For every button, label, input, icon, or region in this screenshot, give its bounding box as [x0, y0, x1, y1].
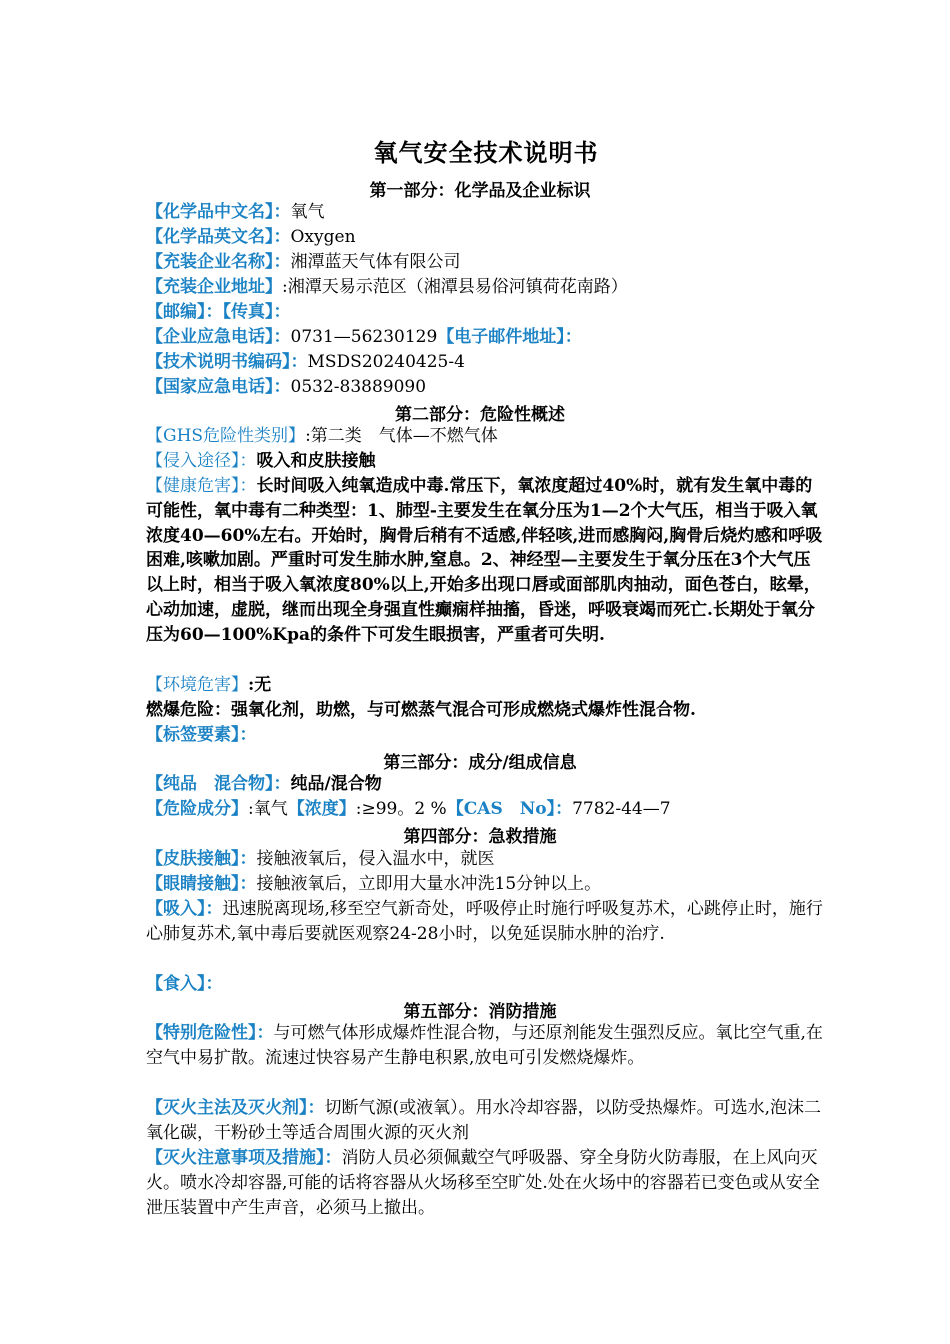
- health-paragraph: [146, 474, 826, 648]
- eye-label: 【眼睛接触】：: [146, 874, 257, 894]
- address-row: [146, 275, 826, 300]
- company-label: 【充装企业名称】：: [146, 252, 291, 272]
- cn-name-row: [146, 200, 826, 225]
- pure-value: 纯品/混合物: [290, 774, 382, 794]
- part1-heading: 第一部分：化学品及企业标识: [369, 181, 591, 201]
- notes-paragraph: [146, 1146, 826, 1220]
- part5-heading: 第五部分：消防措施: [403, 1002, 557, 1022]
- health-value: 长时间吸入纯氧造成中毒.常压下，氧浓度超过40%时，就有发生氧中毒的可能性，氧中毒有二种类型：1、肺型-主要发生在氧分压为1—2个大气压，相当于吸入氧浓度40—60%左右。开始时，胸骨后稍有不适感,伴轻咳,进而感胸闷,胸骨后烧灼感和呼吸困难,咳嗽加剧。严重时可发生肺水肿,窒息。2、神经型—主要发生于氧分压在3个大气压以上时，相当于吸入氧浓度80%以上,开始多出现口唇或面部肌肉抽动，面色苍白，眩晕，心动加速，虚脱，继而出现全身强直性癫痫样抽搐，昏迷，呼吸衰竭而死亡.长期处于氧分压为60—100%Kpa的条件下可发生眼损害，严重者可失明.: [146, 476, 823, 645]
- health-label: 【健康危害】：: [146, 476, 257, 496]
- method-label: 【灭火主法及灭火剂】：: [146, 1098, 325, 1118]
- cn-name-label: 【化学品中文名】：: [146, 202, 291, 222]
- route-row: [146, 449, 826, 474]
- ingest-label: 【食入】：: [146, 974, 223, 994]
- env-label: 【环境危害】: [146, 675, 248, 695]
- email-label: 【电子邮件地址】：: [437, 327, 582, 347]
- conc-label: 【浓度】: [287, 799, 356, 819]
- fire-hazard: 燃爆危险：强氧化剂，助燃，与可燃蒸气混合可形成燃烧式爆炸性混合物.: [146, 700, 696, 720]
- phone-label: 【企业应急电话】：: [146, 327, 291, 347]
- notes-value: 消防人员必须佩戴空气呼吸器、穿全身防火防毒服，在上风向灭火。喷水冷却容器,可能的话将容器从火场移至空旷处.处在火场中的容器若已变色或从安全泄压装置中产生声音，必须马上撤出。: [146, 1148, 820, 1218]
- method-paragraph: [146, 1096, 826, 1146]
- conc-value: :≥99。2 %: [355, 799, 447, 819]
- national-value: 0532-83889090: [290, 377, 427, 397]
- phone-row: [146, 325, 826, 350]
- code-label: 【技术说明书编码】：: [146, 352, 308, 372]
- address-label: 【充装企业地址】: [146, 277, 282, 297]
- cn-name-value: 氧气: [290, 202, 325, 222]
- cas-label: 【CAS No】：: [446, 799, 573, 819]
- eye-row: [146, 872, 826, 897]
- national-row: [146, 375, 826, 400]
- special-value: 与可燃气体形成爆炸性混合物，与还原剂能发生强烈反应。氧比空气重,在空气中易扩散。流速过快容易产生静电积累,放电可引发燃烧爆炸。: [146, 1023, 823, 1068]
- address-value: :湘潭天易示范区（湘潭县易俗河镇荷花南路）: [282, 277, 628, 297]
- en-name-value: Oxygen: [290, 227, 356, 247]
- national-label: 【国家应急电话】：: [146, 377, 291, 397]
- postcode-label: 【邮编】：: [146, 302, 223, 322]
- pure-row: [146, 772, 826, 797]
- code-row: [146, 350, 826, 375]
- pure-label: 【纯品 混合物】：: [146, 774, 291, 794]
- skin-value: 接触液氧后，侵入温水中，就医: [256, 849, 495, 869]
- danger-value: :氧气: [248, 799, 288, 819]
- method-value: 切断气源(或液氧）。用水冷却容器，以防受热爆炸。可选水,泡沫二氧化碳，干粉砂土等适合周围火源的灭火剂: [146, 1098, 822, 1143]
- notes-label: 【灭火注意事项及措施】：: [146, 1148, 342, 1168]
- special-label: 【特别危险性】：: [146, 1023, 274, 1043]
- fax-label: 【传真】：: [222, 302, 291, 322]
- label-req-row: [146, 723, 826, 748]
- en-name-row: [146, 225, 826, 250]
- components-row: [146, 797, 826, 822]
- inhale-paragraph: [146, 897, 826, 947]
- skin-label: 【皮肤接触】：: [146, 849, 257, 869]
- part4-heading: 第四部分：急救措施: [403, 827, 557, 847]
- postcode-fax-row: [146, 300, 826, 325]
- special-paragraph: [146, 1021, 826, 1071]
- phone-value: 0731—56230129: [290, 327, 438, 347]
- cas-value: 7782-44—7: [572, 799, 671, 819]
- eye-value: 接触液氧后，立即用大量水冲洗15分钟以上。: [256, 874, 602, 894]
- route-value: 吸入和皮肤接触: [256, 451, 376, 471]
- skin-row: [146, 847, 826, 872]
- danger-label: 【危险成分】: [146, 799, 248, 819]
- ghs-value: :第二类 气体—不燃气体: [305, 426, 498, 446]
- env-row: [146, 673, 826, 698]
- ingest-row: [146, 972, 826, 997]
- company-row: [146, 250, 826, 275]
- inhale-value: 迅速脱离现场,移至空气新奇处，呼吸停止时施行呼吸复苏术，心跳停止时，施行心肺复苏术,氧中毒后要就医观察24-28小时，以免延误肺水肿的治疗.: [146, 899, 823, 944]
- document-title: 氧气安全技术说明书: [373, 138, 599, 167]
- inhale-label: 【吸入】：: [146, 899, 223, 919]
- company-value: 湘潭蓝天气体有限公司: [290, 252, 461, 272]
- en-name-label: 【化学品英文名】：: [146, 227, 291, 247]
- ghs-row: [146, 424, 826, 449]
- code-value: MSDS20240425-4: [307, 352, 465, 372]
- route-label: 【侵入途径】：: [146, 451, 257, 471]
- part3-heading: 第三部分：成分/组成信息: [383, 753, 577, 773]
- ghs-label: 【GHS危险性类别】: [146, 426, 306, 446]
- part2-heading: 第二部分：危险性概述: [395, 405, 565, 425]
- label-req-label: 【标签要素】：: [146, 725, 257, 745]
- env-value: :无: [248, 675, 272, 695]
